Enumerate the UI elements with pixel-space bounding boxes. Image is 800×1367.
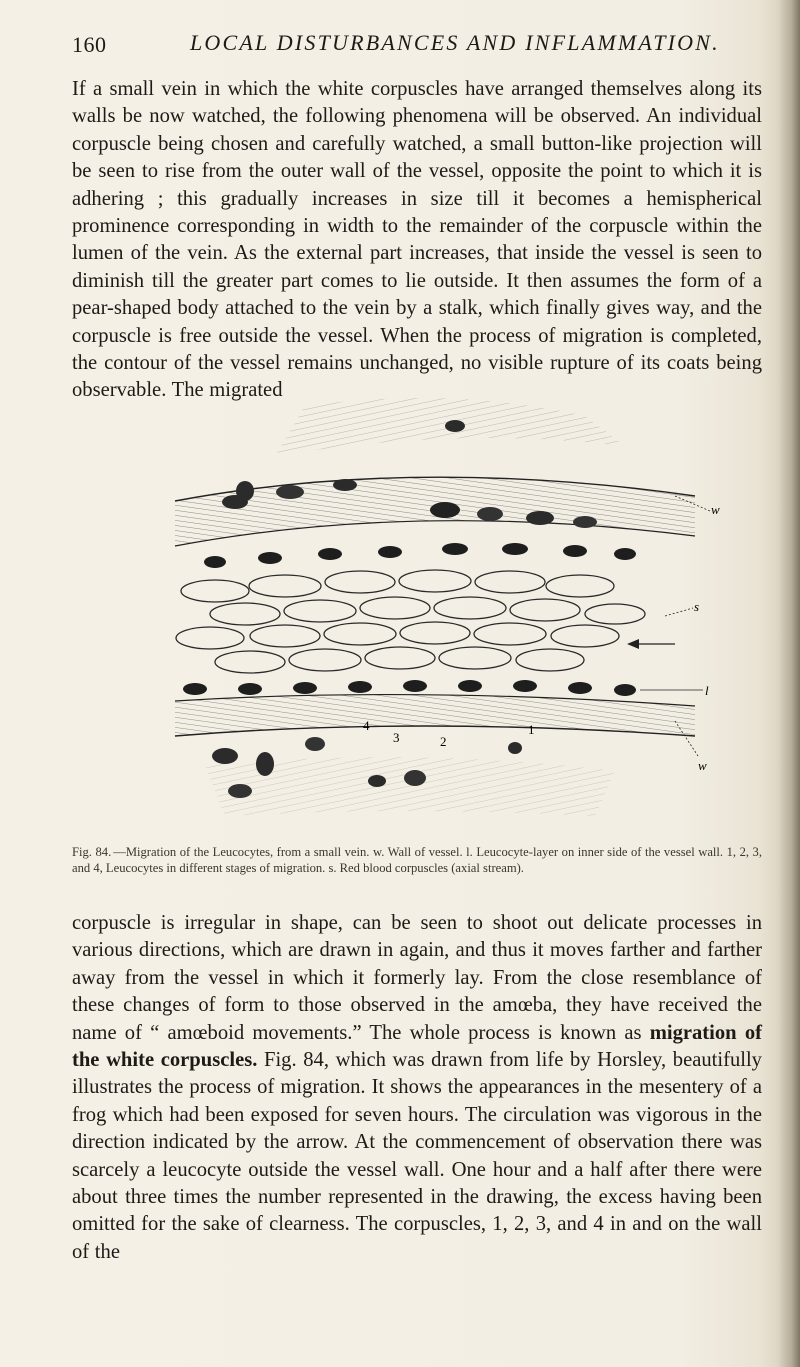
- figure-label: Fig. 84.: [72, 845, 112, 859]
- running-head: LOCAL DISTURBANCES AND INFLAMMATION.: [190, 30, 720, 55]
- paragraph-2-text-before: corpuscle is irregular in shape, can be seen to shoot out delicate processes in various directions, which are drawn in again, and thus it moves farther and farther away from the vessel in which it formerly lay. From the close resemblance of these changes of form to those observed in the amœba, they have received the name of “ amœboid movements.” The whole process is known as: [72, 912, 762, 1044]
- label-w-bottom: w: [698, 758, 707, 773]
- red-blood-corpuscles: [176, 570, 645, 673]
- page-number: 160: [72, 32, 107, 57]
- label-2: 2: [440, 734, 447, 749]
- label-4: 4: [363, 718, 370, 733]
- figure-84-illustration: [155, 386, 735, 846]
- lower-leucocyte-layer: [183, 680, 636, 696]
- paragraph-1: If a small vein in which the white corpuscles have arranged themselves along its walls be now watched, the following phenomena will be observed. An individual corpuscle being chosen and carefully watched, a small button-like projection will be seen to rise from the outer wall of the vessel, opposite the point to which it is adhering ; this gradually increases in size till it becomes a hemispherical prominence corresponding in width to the remainder of the corpuscle within the lumen of the vein. As the external part increases, that inside the vessel is seen to diminish till the greater part comes to lie outside. It then assumes the form of a pear-shaped body attached to the vein by a stalk, which finally gives way, and the corpuscle is free outside the vessel. When the process of migration is completed, the contour of the vessel remains unchanged, no visible rupture of its coats being observable. The migrated: [72, 78, 762, 402]
- label-1: 1: [528, 722, 535, 737]
- caption-text: —Migration of the Leucocytes, from a small vein. w. Wall of vessel. l. Leucocyte-layer on inner side of the vessel wall. 1, 2, 3, and 4, Leucocytes in different stages of migration. s. Red blood corpuscles (axial stream).: [72, 845, 762, 875]
- paragraph-2-bold-term: migration of the white corpuscles.: [72, 1021, 762, 1072]
- paragraph-2-text-after: Fig. 84, which was drawn from life by Horsley, beautifully illustrates the process of migration. It shows the appearances in the mesentery of a frog which had been exposed for seven hours. The circulation was vigorous in the direction indicated by the arrow. At the commencement of observation there was scarcely a leucocyte outside the vessel wall. One hour and a half after there were about three times the number represented in the drawing, the excess having been omitted for the sake of clearness. The corpuscles, 1, 2, 3, and 4 in and on the wall of the: [72, 1049, 762, 1263]
- label-w-top: w: [711, 502, 720, 517]
- lower-tissue: [205, 757, 615, 816]
- page-edge-shadow: [778, 0, 800, 1367]
- s-leader: [665, 608, 693, 616]
- label-s: s: [694, 599, 700, 614]
- paragraph-2: [72, 910, 762, 1266]
- flow-arrow-head: [627, 639, 639, 649]
- figure-caption: [72, 845, 762, 876]
- label-3: 3: [393, 730, 400, 745]
- page-header: [72, 26, 762, 66]
- label-l: l: [705, 683, 709, 698]
